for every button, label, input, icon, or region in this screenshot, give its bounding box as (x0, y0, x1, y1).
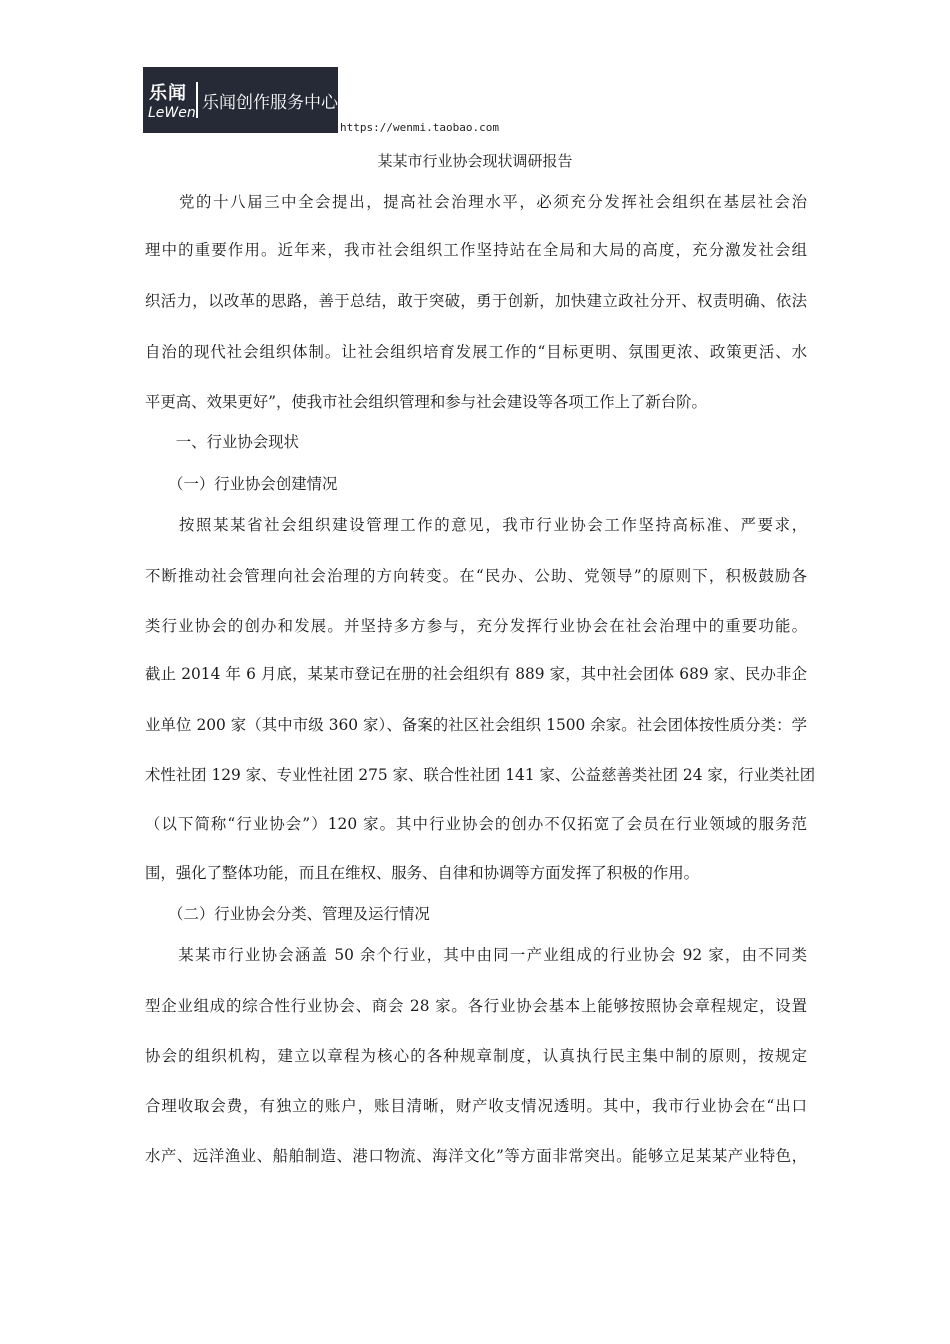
body-line: 协会的组织机构，建立以章程为核心的各种规章制度，认真执行民主集中制的原则，按规定 (145, 1047, 807, 1065)
body-line: 某某市行业协会涵盖 50 余个行业，其中由同一产业组成的行业协会 92 家，由不同类 (145, 946, 807, 964)
body-line: 平更高、效果更好”，使我市社会组织管理和参与社会建设等各项工作上了新台阶。 (145, 393, 707, 411)
section-heading: 一、行业协会现状 (145, 433, 299, 451)
body-line: 理中的重要作用。近年来，我市社会组织工作坚持站在全局和大局的高度，充分激发社会组 (145, 241, 807, 259)
body-line: 不断推动社会管理向社会治理的方向转变。在“民办、公助、党领导”的原则下，积极鼓励各 (145, 567, 807, 585)
body-line: 业单位 200 家（其中市级 360 家）、备案的社区社会组织 1500 余家。社会团体按性质分类：学 (145, 716, 807, 734)
subsection-heading: （二）行业协会分类、管理及运行情况 (145, 905, 430, 923)
logo-mark (143, 67, 196, 133)
subsection-heading: （一）行业协会创建情况 (145, 475, 338, 493)
document-title: 某某市行业协会现状调研报告 (377, 152, 573, 170)
logo-name: 乐闻创作服务中心 (202, 92, 338, 113)
shop-url: https://wenmi.taobao.com (340, 121, 499, 134)
body-line: 术性社团 129 家、专业性社团 275 家、联合性社团 141 家、公益慈善类社团 24 家，行业类社团 (145, 766, 816, 784)
body-line: （以下简称“行业协会”）120 家。其中行业协会的创办不仅拓宽了会员在行业领域的服务范 (145, 815, 807, 833)
body-line: 围，强化了整体功能，而且在维权、服务、自律和协调等方面发挥了积极的作用。 (145, 864, 700, 882)
body-line: 合理收取会费，有独立的账户，账目清晰，财产收支情况透明。其中，我市行业协会在“出口 (145, 1097, 807, 1115)
logo-mark-en: LeWen (148, 105, 196, 121)
body-line: 按照某某省社会组织建设管理工作的意见，我市行业协会工作坚持高标准、严要求， (145, 516, 807, 534)
body-line: 自治的现代社会组织体制。让社会组织培育发展工作的“目标更明、氛围更浓、政策更活、水 (145, 343, 807, 361)
body-line: 党的十八届三中全会提出，提高社会治理水平，必须充分发挥社会组织在基层社会治 (145, 193, 807, 211)
body-line: 织活力，以改革的思路，善于总结，敢于突破，勇于创新，加快建立政社分开、权责明确、依法 (145, 292, 807, 310)
logo-divider (196, 82, 198, 118)
brand-logo (143, 67, 338, 133)
body-line: 截止 2014 年 6 月底，某某市登记在册的社会组织有 889 家，其中社会团体 689 家、民办非企 (145, 665, 807, 683)
body-line: 型企业组成的综合性行业协会、商会 28 家。各行业协会基本上能够按照协会章程规定，设置 (145, 997, 807, 1015)
logo-mark-cn: 乐闻 (149, 83, 187, 104)
body-line: 水产、远洋渔业、船舶制造、港口物流、海洋文化”等方面非常突出。能够立足某某产业特色， (145, 1147, 807, 1165)
body-line: 类行业协会的创办和发展。并坚持多方参与，充分发挥行业协会在社会治理中的重要功能。 (145, 617, 807, 635)
